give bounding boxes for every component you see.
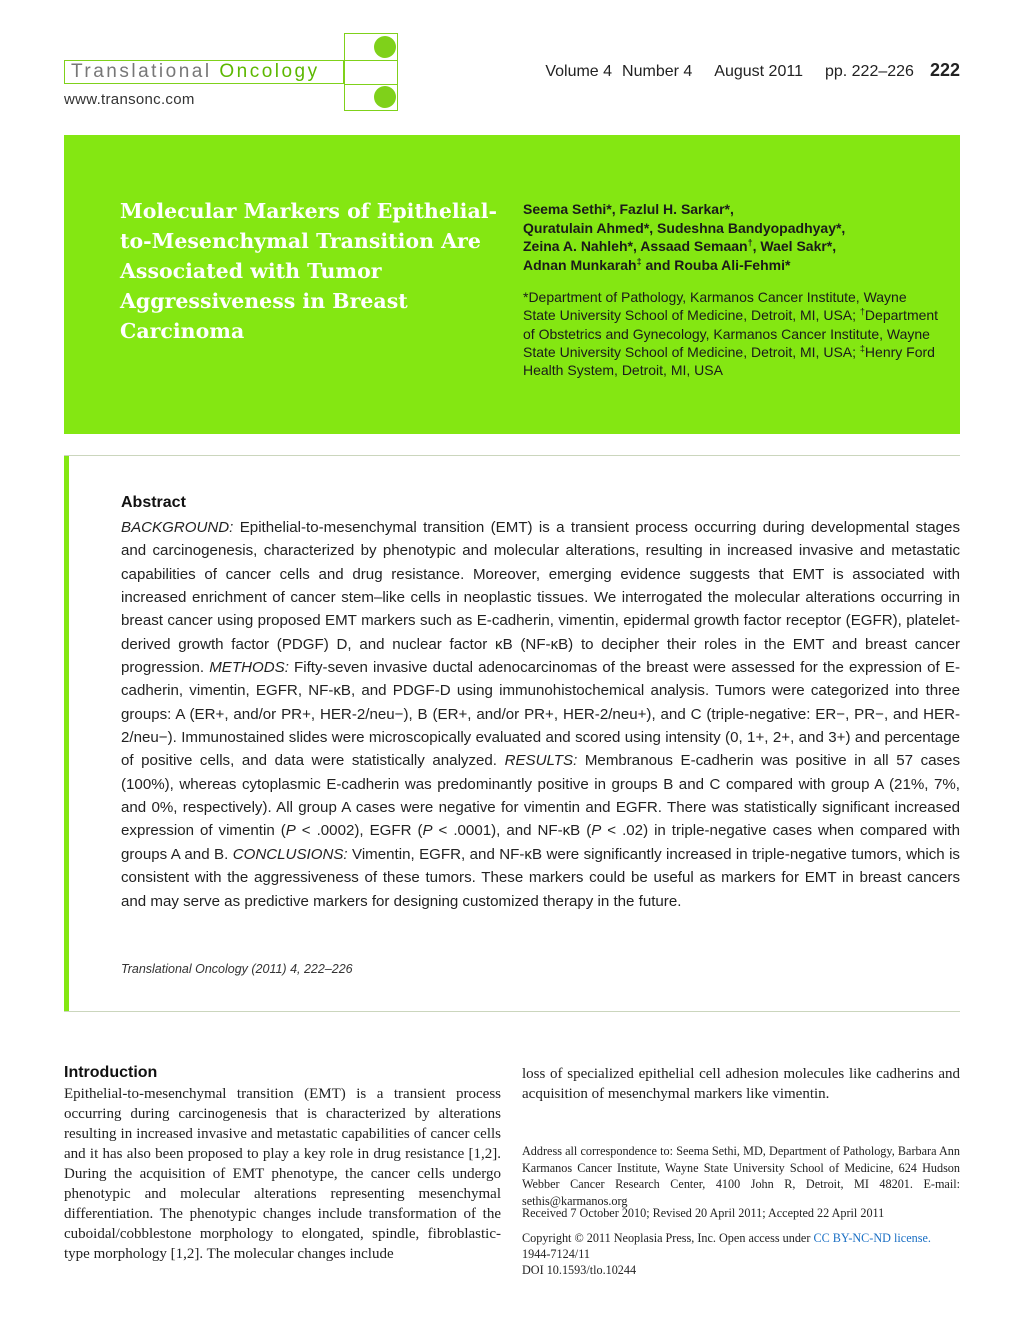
author-names: and Rouba Ali-Fehmi* <box>641 256 791 273</box>
divider <box>64 1011 960 1012</box>
affiliation-text: Henry Ford Health System, Detroit, MI, USA <box>523 343 935 379</box>
affiliation-text: Department of Obstetrics and Gynecology, Karmanos Cancer Institute, Wayne State University School of Medicine, Detroit, MI, USA; <box>523 307 939 360</box>
author-list <box>523 200 943 274</box>
affiliation-mark: † <box>859 306 865 317</box>
affiliation-mark: ‡ <box>636 255 642 266</box>
issue-date: August 2011 <box>714 63 803 80</box>
abstract-label-results: RESULTS: <box>504 752 578 770</box>
logo-line-decoration <box>344 60 398 61</box>
abstract-results: < .0001), and NF-κB ( <box>432 822 592 840</box>
copyright-line <box>522 1230 960 1246</box>
journal-url-link[interactable]: www.transonc.com <box>64 91 195 108</box>
affiliations <box>523 288 943 379</box>
abstract-results: < .02) in triple-negative cases when compared with groups A and B. <box>121 822 960 863</box>
received-dates: Received 7 October 2010; Revised 20 April 2011; Accepted 22 April 2011 <box>522 1206 885 1220</box>
introduction-heading: Introduction <box>64 1064 158 1081</box>
introduction-right-column: loss of specialized epithelial cell adhesion molecules like cadherins and acquisition of mesenchymal markers like vimentin. <box>522 1066 960 1102</box>
divider <box>64 455 960 456</box>
author-line: Seema Sethi*, Fazlul H. Sarkar*, <box>523 201 734 217</box>
author-line <box>523 237 943 256</box>
p-value-symbol: P <box>422 822 433 840</box>
affiliation-mark: ‡ <box>859 343 865 354</box>
page-range: pp. 222–226 <box>824 63 914 80</box>
abstract-results: < .0002), EGFR ( <box>295 822 423 840</box>
logo-dot-icon <box>374 86 396 108</box>
logo-line-decoration <box>344 84 398 85</box>
logo-dot-icon <box>374 36 396 58</box>
affiliation-mark: † <box>747 237 753 248</box>
author-names: , Wael Sakr*, <box>752 238 837 254</box>
issue-info <box>523 60 960 81</box>
abstract-label-methods: METHODS: <box>209 659 289 677</box>
page-number: 222 <box>929 60 960 80</box>
abstract-label-background: BACKGROUND: <box>121 519 234 536</box>
article-title: Molecular Markers of Epithelial-to-Mesenchymal Transition Are Associated with Tumor Aggressiveness in Breast Carcinoma <box>120 199 498 343</box>
abstract-results: Membranous E-cadherin was positive in all 57 cases (100%), whereas cytoplasmic E-cadherin was predominantly positive in groups B and C compared with group A (21%, 7%, and 0%, respectively). All group A cases were negative for vimentin and EGFR. There was statistically significant increased expression of vimentin ( <box>121 752 961 840</box>
volume: Volume 4 <box>545 63 613 80</box>
correspondence-note: Address all correspondence to: Seema Sethi, MD, Department of Pathology, Barbara Ann Karmanos Cancer Institute, Wayne State University School of Medicine, 624 Hudson Webber Cancer Research Center, 4100 John R, Detroit, MI 48201. E-mail: sethis@karmanos.org <box>522 1144 960 1208</box>
abstract-methods: Fifty-seven invasive ductal adenocarcinomas of the breast were assessed for the expression of E-cadherin, vimentin, EGFR, NF-κB, and PDGF-D using immunohistochemical analysis. Tumors were categorized into three groups: A (ER+, and/or PR+, HER-2/neu−), B (ER+, and/or PR+, HER-2/neu+), and C (triple-negative: ER−, PR−, and HER-2/neu−). Immunostained slides were microscopically evaluated and scored using intensity (0, 1+, 2+, and 3+) and percentage of positive cells, and data were statistically analyzed. <box>121 659 960 770</box>
author-line: Quratulain Ahmed*, Sudeshna Bandyopadhyay*, <box>523 219 846 236</box>
journal-name-part1: Translational <box>71 61 212 82</box>
abstract-conclusions: Vimentin, EGFR, and NF-κB were significantly increased in triple-negative tumors, which is consistent with the aggressiveness of these tumors. These markers could be useful as markers for EMT in breast cancers and may serve as predictive markers for designing customized therapy in the future. <box>121 845 960 910</box>
p-value-symbol: P <box>285 822 296 840</box>
copyright-block <box>522 1230 960 1278</box>
affiliation-text: *Department of Pathology, Karmanos Cancer Institute, Wayne State University School of Medicine, Detroit, MI, USA; <box>523 289 907 324</box>
journal-name-part2: Oncology <box>219 61 320 82</box>
abstract-text <box>121 516 960 913</box>
citation: Translational Oncology (2011) 4, 222–226 <box>121 962 353 976</box>
copyright-text: Copyright © 2011 Neoplasia Press, Inc. Open access under <box>522 1231 814 1245</box>
issn: 1944-7124/11 <box>522 1247 590 1261</box>
issue-number: Number 4 <box>622 63 693 80</box>
abstract-label-conclusions: CONCLUSIONS: <box>232 845 348 863</box>
author-line <box>523 256 943 275</box>
journal-logo-text <box>71 61 320 83</box>
abstract-background: Epithelial-to-mesenchymal transition (EMT) is a transient process occurring during developmental stages and carcinogenesis, characterized by phenotypic and molecular alterations, resulting in increased invasive and metastatic capabilities of cancer cells and drug resistance. Moreover, emerging evidence suggests that EMT is associated with increased enrichment of cancer stem–like cells in neoplastic tissues. We interrogated the molecular alterations occurring in breast cancer using proposed EMT markers such as E-cadherin, vimentin, epidermal growth factor receptor (EGFR), platelet-derived growth factor (PDGF) D, and nuclear factor κB (NF-κB) to decipher their roles in the EMT and breast cancer progression. <box>121 519 960 677</box>
license-link[interactable]: CC BY-NC-ND license. <box>813 1231 931 1245</box>
author-names: Zeina A. Nahleh*, Assaad Semaan <box>523 238 748 254</box>
abstract-heading: Abstract <box>121 494 186 511</box>
title-banner <box>64 135 960 434</box>
author-names: Adnan Munkarah <box>523 256 637 273</box>
journal-logo <box>64 60 344 84</box>
introduction-left-column: Epithelial-to-mesenchymal transition (EMT) is a transient process occurring during carcinogenesis that is characterized by alterations resulting in increased invasive and metastatic capabilities of cancer cells and it has also been proposed to play a key role in drug resistance [1,2]. During the acquisition of EMT phenotype, the cancer cells undergo phenotypic and molecular alterations representing mesenchymal differentiation. The phenotypic changes include transformation of the cuboidal/cobblestone morphology to elongated, spindle, fibroblastic-type morphology [1,2]. The molecular changes include <box>64 1086 501 1262</box>
p-value-symbol: P <box>591 822 602 840</box>
doi: DOI 10.1593/tlo.10244 <box>522 1263 637 1277</box>
